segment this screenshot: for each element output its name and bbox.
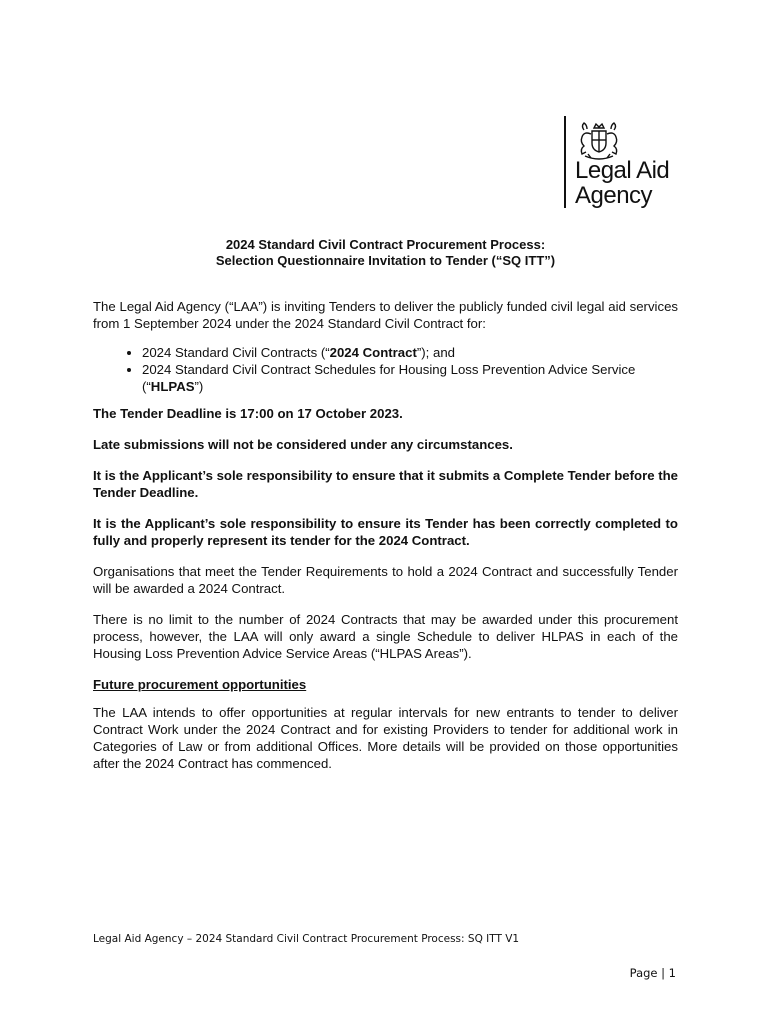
title-line-1: 2024 Standard Civil Contract Procurement Process: (225, 237, 546, 252)
bullet-bold-term: HLPAS (150, 379, 195, 394)
title-line-2: Selection Questionnaire Invitation to Tender (“SQ ITT”) (215, 253, 556, 268)
responsibility-notice-1: It is the Applicant’s sole responsibility to ensure that it submits a Complete Tender before the Tender Deadline. (93, 468, 678, 500)
logo-wordmark (575, 158, 669, 208)
bullet-item (142, 344, 678, 361)
bullet-text: 2024 Standard Civil Contract Schedules for Housing Loss Prevention Advice Service (“ (142, 362, 636, 394)
document-title (93, 237, 678, 269)
laa-logo (564, 116, 694, 216)
future-procurement-heading: Future procurement opportunities (93, 677, 307, 692)
logo-divider (564, 116, 566, 208)
bullet-text: ”) (194, 379, 204, 394)
page-footer: Legal Aid Agency – 2024 Standard Civil Contract Procurement Process: SQ ITT V1 (93, 933, 520, 945)
logo-line-1: Legal Aid (575, 157, 670, 184)
organisations-paragraph: Organisations that meet the Tender Requirements to hold a 2024 Contract and successfully Tender will be awarded a 2024 Contract. (93, 564, 678, 596)
logo-line-2: Agency (575, 182, 653, 209)
bullet-text: 2024 Standard Civil Contracts (“ (142, 345, 330, 360)
bullet-item (142, 361, 678, 395)
bullet-bold-term: 2024 Contract (329, 345, 417, 360)
tender-deadline: The Tender Deadline is 17:00 on 17 October 2023. (93, 406, 403, 421)
contract-limit-paragraph: There is no limit to the number of 2024 Contracts that may be awarded under this procurement process, however, the LAA will only award a single Schedule to deliver HLPAS in each of the Housing Loss Prevention Advice Service Areas (“HLPAS Areas”). (93, 612, 678, 661)
royal-coat-of-arms-icon (574, 118, 624, 162)
page-number: Page | 1 (629, 966, 676, 980)
responsibility-notice-2: It is the Applicant’s sole responsibility to ensure its Tender has been correctly completed to fully and properly represent its tender for the 2024 Contract. (93, 516, 678, 548)
document-body (93, 298, 678, 786)
late-submissions-notice: Late submissions will not be considered under any circumstances. (93, 437, 513, 452)
contract-bullet-list (93, 344, 678, 395)
intro-paragraph: The Legal Aid Agency (“LAA”) is inviting Tenders to deliver the publicly funded civil legal aid services from 1 September 2024 under the 2024 Standard Civil Contract for: (93, 299, 678, 331)
future-procurement-paragraph: The LAA intends to offer opportunities at regular intervals for new entrants to tender to deliver Contract Work under the 2024 Contract and for existing Providers to tender for additional work in Categories of Law or from additional Offices. More details will be provided on those opportunities after the 2024 Contract has commenced. (93, 705, 678, 771)
bullet-text: ”); and (416, 345, 455, 360)
